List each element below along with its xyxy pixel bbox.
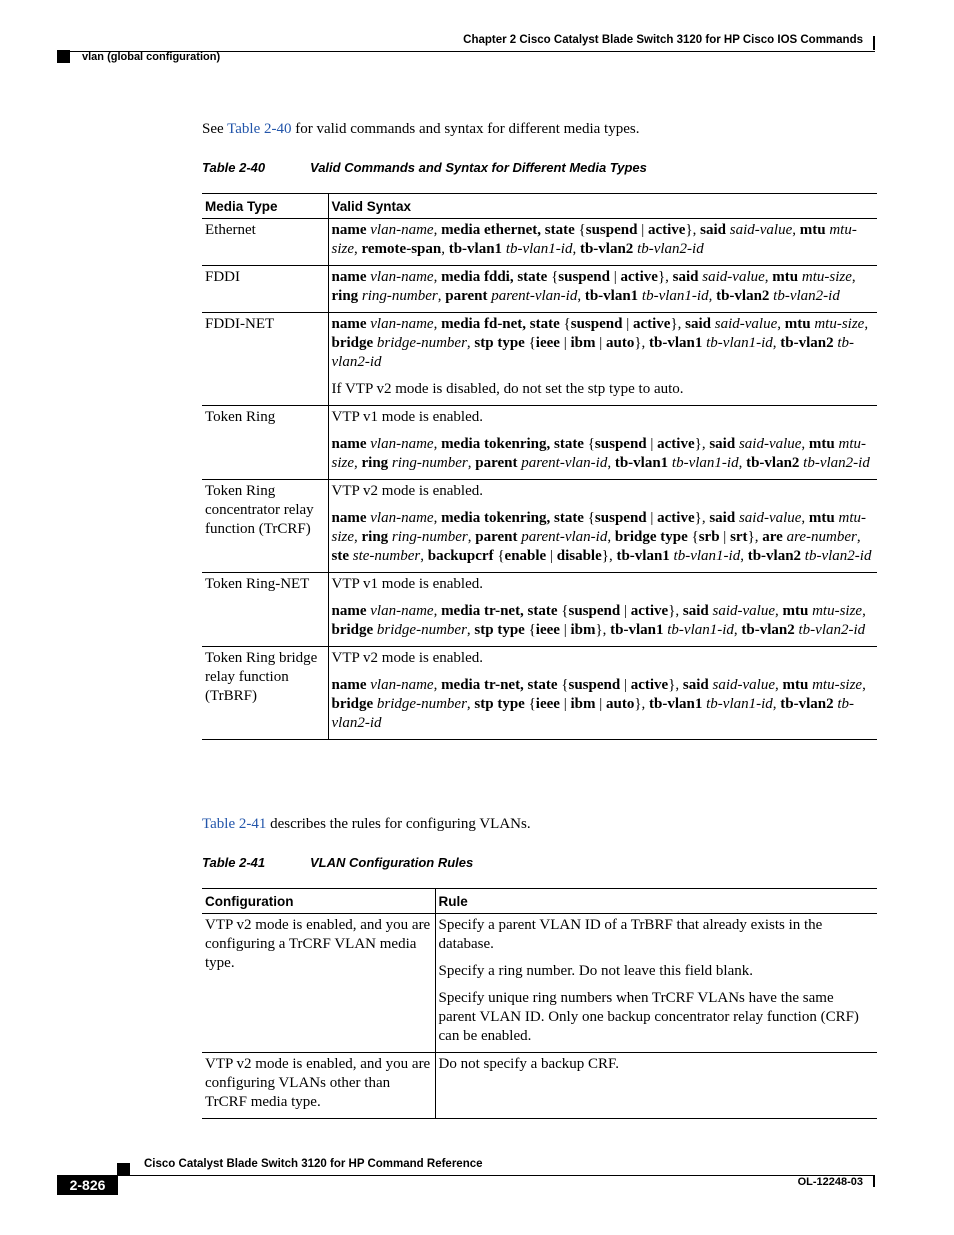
page-number: 2-826 [57,1175,118,1195]
syntax-note: VTP v2 mode is enabled. [331,483,484,499]
table-caption-2 [202,855,473,870]
intro-suffix: describes the rules for configuring VLANs. [266,816,531,832]
syntax-cell: VTP v2 mode is enabled. name vlan-name, media tr-net, state {suspend | active}, said said-value, mtu mtu-size, bridge bridge-number, stp type {ieee | ibm | auto}, tb-vlan1 tb-vlan1-id, tb-vlan2 tb-vlan2-id [328,647,877,740]
rule-text: Specify unique ring numbers when TrCRF VLANs have the same parent VLAN ID. Only one backup concentrator relay function (CRF) can be enabled. [438,990,859,1044]
table-row [202,219,877,266]
syntax-cell: VTP v2 mode is enabled. name vlan-name, media tokenring, state {suspend | active}, said said-value, mtu mtu-size, ring ring-number, parent parent-vlan-id, bridge type {srb | srt}, are are-number, ste ste-number, backupcrf {enable | disable}, tb-vlan1 tb-vlan1-id, tb-vlan2 tb-vlan2-id [328,480,877,573]
table-number: Table 2-40 [202,160,266,175]
media-type-cell: Token Ring [202,406,328,480]
table-row [202,914,877,1053]
table-row [202,406,877,480]
table-2-41-link[interactable]: Table 2-41 [202,816,267,832]
media-type-cell: Token Ring concentrator relay function (TrCRF) [202,480,328,573]
syntax-cell: VTP v1 mode is enabled. name vlan-name, media tokenring, state {suspend | active}, said said-value, mtu mtu-size, ring ring-number, parent parent-vlan-id, tb-vlan1 tb-vlan1-id, tb-vlan2 tb-vlan2-id [328,406,877,480]
column-header: Valid Syntax [328,194,877,219]
rule-text: Do not specify a backup CRF. [438,1056,619,1072]
table-row [202,480,877,573]
table-title: Valid Commands and Syntax for Different Media Types [310,160,647,175]
rule-text: Specify a parent VLAN ID of a TrBRF that already exists in the database. [438,917,823,952]
table-row [202,266,877,313]
footer-title: Cisco Catalyst Blade Switch 3120 for HP Command Reference [144,1158,483,1170]
section-title: vlan (global configuration) [82,51,221,63]
table-row [202,313,877,406]
table-title: VLAN Configuration Rules [310,855,474,870]
header-marker [57,50,70,63]
media-type-cell: Token Ring-NET [202,573,328,647]
intro-suffix: for valid commands and syntax for different media types. [291,121,640,137]
media-type-cell: Token Ring bridge relay function (TrBRF) [202,647,328,740]
footer-rule [117,1175,875,1176]
syntax-cell: VTP v1 mode is enabled. name vlan-name, media tr-net, state {suspend | active}, said said-value, mtu mtu-size, bridge bridge-number, stp type {ieee | ibm}, tb-vlan1 tb-vlan1-id, tb-vlan2 tb-vlan2-id [328,573,877,647]
syntax-note: VTP v2 mode is enabled. [331,650,484,666]
syntax-cell: name vlan-name, media ethernet, state {suspend | active}, said said-value, mtu mtu-size, remote-span, tb-vlan1 tb-vlan1-id, tb-vlan2 tb-vlan2-id [328,219,877,266]
vlan-rules-table [202,888,877,1119]
table-number: Table 2-41 [202,855,266,870]
syntax-cell: name vlan-name, media fd-net, state {suspend | active}, said said-value, mtu mtu-size, bridge bridge-number, stp type {ieee | ibm | auto}, tb-vlan1 tb-vlan1-id, tb-vlan2 tb-vlan2-id If VTP v2 mode is disabled, do not set the stp type to auto. [328,313,877,406]
media-type-cell: FDDI [202,266,328,313]
rule-text: Specify a ring number. Do not leave this field blank. [438,963,754,979]
rule-cell [435,914,877,1053]
media-type-cell: Ethernet [202,219,328,266]
intro-prefix: See [202,121,228,137]
syntax-note: VTP v1 mode is enabled. [331,409,484,425]
syntax-cell: name vlan-name, media fddi, state {suspend | active}, said said-value, mtu mtu-size, ring ring-number, parent parent-vlan-id, tb-vlan1 tb-vlan1-id, tb-vlan2 tb-vlan2-id [328,266,877,313]
syntax-note: If VTP v2 mode is disabled, do not set the stp type to auto. [331,381,684,397]
media-types-table [202,193,877,740]
intro-paragraph-2 [202,816,531,833]
intro-paragraph-1 [202,121,639,138]
table-row [202,647,877,740]
table-row [202,573,877,647]
column-header: Media Type [202,194,328,219]
chapter-title: Chapter 2 Cisco Catalyst Blade Switch 3120 for HP Cisco IOS Commands [463,34,863,46]
syntax-note: VTP v1 mode is enabled. [331,576,484,592]
rule-cell [435,1053,877,1119]
configuration-cell: VTP v2 mode is enabled, and you are configuring a TrCRF VLAN media type. [202,914,435,1053]
configuration-cell: VTP v2 mode is enabled, and you are configuring VLANs other than TrCRF media type. [202,1053,435,1119]
table-2-40-link[interactable]: Table 2-40 [227,121,292,137]
table-row [202,1053,877,1119]
column-header: Configuration [202,889,435,914]
header-bar [873,36,875,50]
table-header-row [202,889,877,914]
table-header-row [202,194,877,219]
media-type-cell: FDDI-NET [202,313,328,406]
column-header: Rule [435,889,877,914]
footer-bar [873,1175,875,1187]
document-id: OL-12248-03 [797,1176,863,1188]
table-caption-1 [202,160,647,175]
